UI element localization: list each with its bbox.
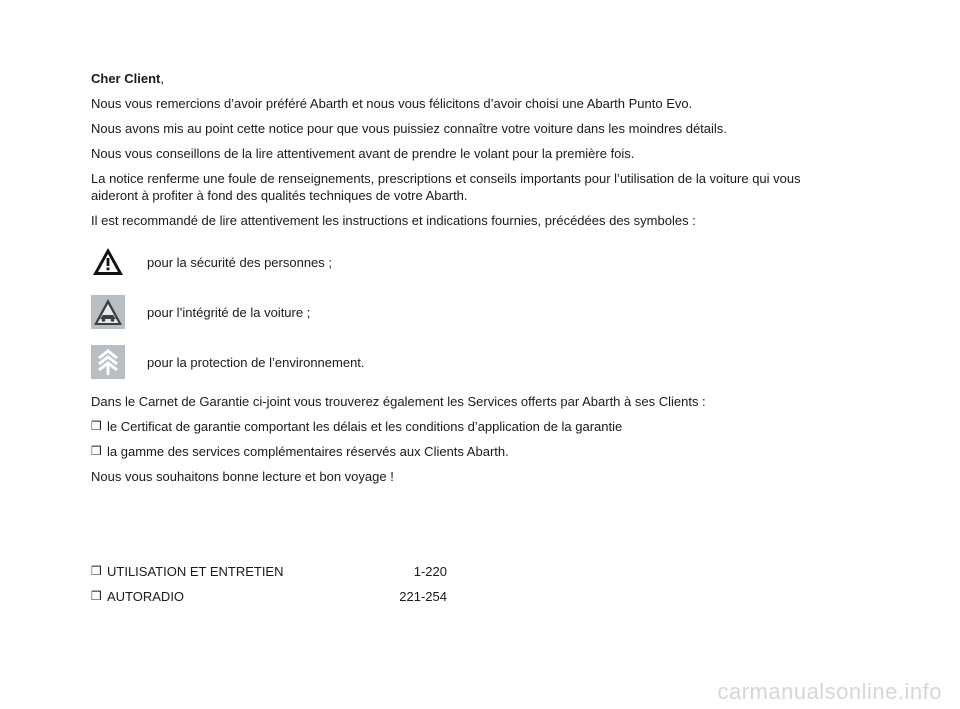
paragraph-closing: Nous vous souhaitons bonne lecture et bon voyage !: [91, 469, 394, 484]
car-damage-icon: [91, 295, 125, 329]
list-item: ❒ le Certificat de garantie comportant les délais et les conditions d’application de la garantie: [91, 419, 623, 434]
letter: [91, 70, 811, 493]
paragraph-content: La notice renferme une foule de renseignements, prescriptions et conseils importants pour l’utilisation de la voiture qui vous aideront à profiter à fond des qualités techniques de votre Abarth.: [91, 171, 801, 203]
paragraph-thanks: Nous vous remercions d’avoir préféré Abarth et nous vous félicitons d’avoir choisi une Abarth Punto Evo.: [91, 96, 693, 111]
toc-label: UTILISATION ET ENTRETIEN: [107, 564, 284, 579]
symbol-row-environment: pour la protection de l’environnement.: [91, 343, 811, 381]
toc-pages: 221-254: [399, 589, 447, 604]
paragraph-warranty: Dans le Carnet de Garantie ci-joint vous trouverez également les Services offerts par Abarth à ses Clients :: [91, 394, 706, 409]
checkbox-bullet-icon: ❒: [91, 444, 102, 458]
symbol-row-safety: pour la sécurité des personnes ;: [91, 243, 811, 281]
toc-pages: 1-220: [413, 564, 447, 579]
paragraph-purpose: Nous avons mis au point cette notice pour que vous puissiez connaître votre voiture dans les moindres détails.: [91, 121, 727, 136]
toc-row[interactable]: [91, 588, 447, 605]
checkbox-bullet-icon: ❒: [91, 589, 102, 603]
warning-triangle-icon: [91, 245, 125, 279]
environment-tree-icon: [91, 345, 125, 379]
toc-row[interactable]: [91, 563, 447, 580]
checkbox-bullet-icon: ❒: [91, 419, 102, 433]
checkbox-bullet-icon: ❒: [91, 564, 102, 578]
paragraph-advice: Nous vous conseillons de la lire attentivement avant de prendre le volant pour la première fois.: [91, 146, 635, 161]
paragraph-symbols-intro: Il est recommandé de lire attentivement les instructions et indications fournies, précédées des symboles :: [91, 213, 696, 228]
list-item: ❒ la gamme des services complémentaires réservés aux Clients Abarth.: [91, 444, 509, 459]
watermark: carmanualsonline.info: [717, 679, 942, 704]
table-of-contents: [91, 563, 447, 613]
symbol-row-car: pour l’intégrité de la voiture ;: [91, 293, 811, 331]
toc-label: AUTORADIO: [107, 589, 185, 604]
salutation: Cher Client,: [91, 71, 164, 86]
